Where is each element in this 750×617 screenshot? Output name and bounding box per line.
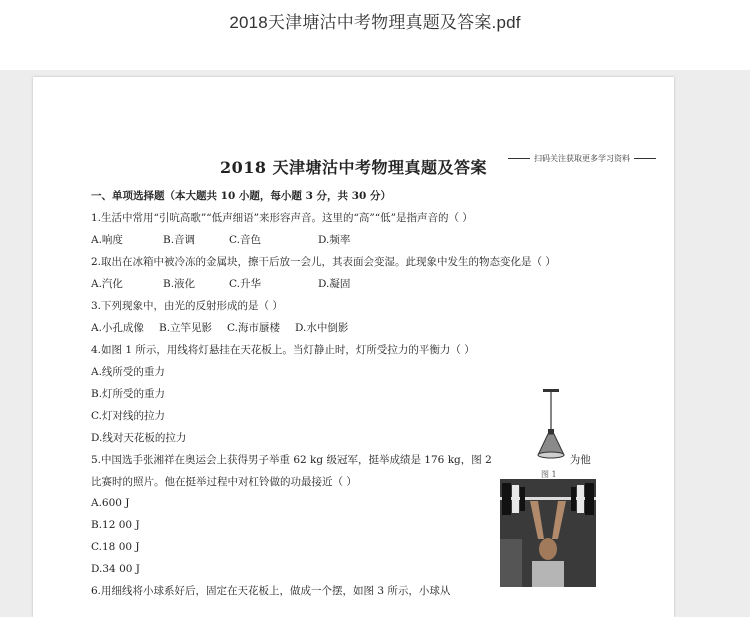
option: D.频率: [318, 234, 351, 246]
option: D.凝固: [318, 278, 351, 290]
lamp-rim: [538, 452, 564, 458]
option: A.小孔成像: [91, 322, 144, 334]
question-4-option-c: C.灯对线的拉力: [91, 410, 165, 422]
option: B.立竿见影: [159, 322, 213, 334]
athlete-torso: [532, 561, 564, 587]
document-title: 2018 天津塘沽中考物理真题及答案: [219, 158, 488, 177]
section-heading: 一、单项选择题（本大题共 10 小题，每小题 3 分，共 30 分）: [91, 190, 391, 202]
question-5-option-b: B.12 00 J: [91, 519, 140, 531]
option: C.海市蜃楼: [227, 322, 280, 334]
question-4-option-a: A.线所受的重力: [91, 366, 165, 378]
question-3-options: [91, 320, 348, 335]
athlete-head: [539, 538, 557, 560]
question-5-line-2: 比赛时的照片。他在挺举过程中对杠铃做的功最接近（ ）: [91, 476, 357, 488]
option: B.音调: [163, 234, 196, 246]
lamp-figure: [531, 389, 571, 469]
plate-right-outer: [585, 483, 594, 515]
file-title: 2018天津塘沽中考物理真题及答案.pdf: [229, 13, 521, 32]
question-5-option-c: C.18 00 J: [91, 541, 140, 553]
question-1-options: [91, 232, 350, 247]
question-4-option-d: D.线对天花板的拉力: [91, 432, 187, 444]
plate-left-inner: [512, 485, 519, 513]
option: B.液化: [163, 278, 196, 290]
plate-right-inner: [577, 485, 584, 513]
question-1: 1.生活中常用“引吭高歌”“低声细语”来形容声音。这里的“高”“低”是指声音的（ ）: [91, 212, 473, 224]
watermark-text: 扫码关注获取更多学习资料: [534, 154, 630, 163]
viewer-top-bar: [0, 0, 750, 70]
question-3: 3.下列现象中，由光的反射形成的是（ ）: [91, 300, 283, 312]
ceiling-mount: [543, 389, 559, 392]
background-crowd: [500, 539, 522, 587]
photo-graphic: [500, 479, 596, 587]
weightlifting-photo: [500, 479, 596, 587]
question-5-stem: 5.中国选手张湘祥在奥运会上获得男子举重 62 kg 级冠军，挺举成绩是 176 kg，图 2: [91, 454, 492, 466]
question-5-stem-tail: 为他: [569, 454, 591, 466]
option: D.水中倒影: [295, 322, 349, 334]
question-5-line-1: [91, 452, 591, 467]
option: C.音色: [229, 234, 261, 246]
question-5-option-a: A.600 J: [91, 497, 130, 509]
option: C.升华: [229, 278, 261, 290]
plate-left-outer: [502, 483, 511, 515]
question-6-partial: 6.用细线将小球系好后，固定在天花板上，做成一个摆，如图 3 所示，小球从: [91, 585, 451, 597]
question-4-option-b: B.灯所受的重力: [91, 388, 166, 400]
plate-right-small: [571, 487, 576, 511]
figure-1-label: 图 1: [541, 470, 557, 479]
question-2-options: [91, 276, 350, 291]
question-2: 2.取出在冰箱中被冷冻的金属块，擦干后放一会儿，其表面会变湿。此现象中发生的物态变化是（ ）: [91, 256, 556, 268]
question-5-option-d: D.34 00 J: [91, 563, 140, 575]
plate-left-small: [520, 487, 525, 511]
option: A.汽化: [91, 278, 123, 290]
option: A.响度: [91, 234, 123, 246]
question-4: 4.如图 1 所示，用线将灯悬挂在天花板上。当灯静止时，灯所受拉力的平衡力（ ）: [91, 344, 475, 356]
pdf-page: [33, 77, 674, 617]
lamp-socket: [548, 429, 554, 434]
